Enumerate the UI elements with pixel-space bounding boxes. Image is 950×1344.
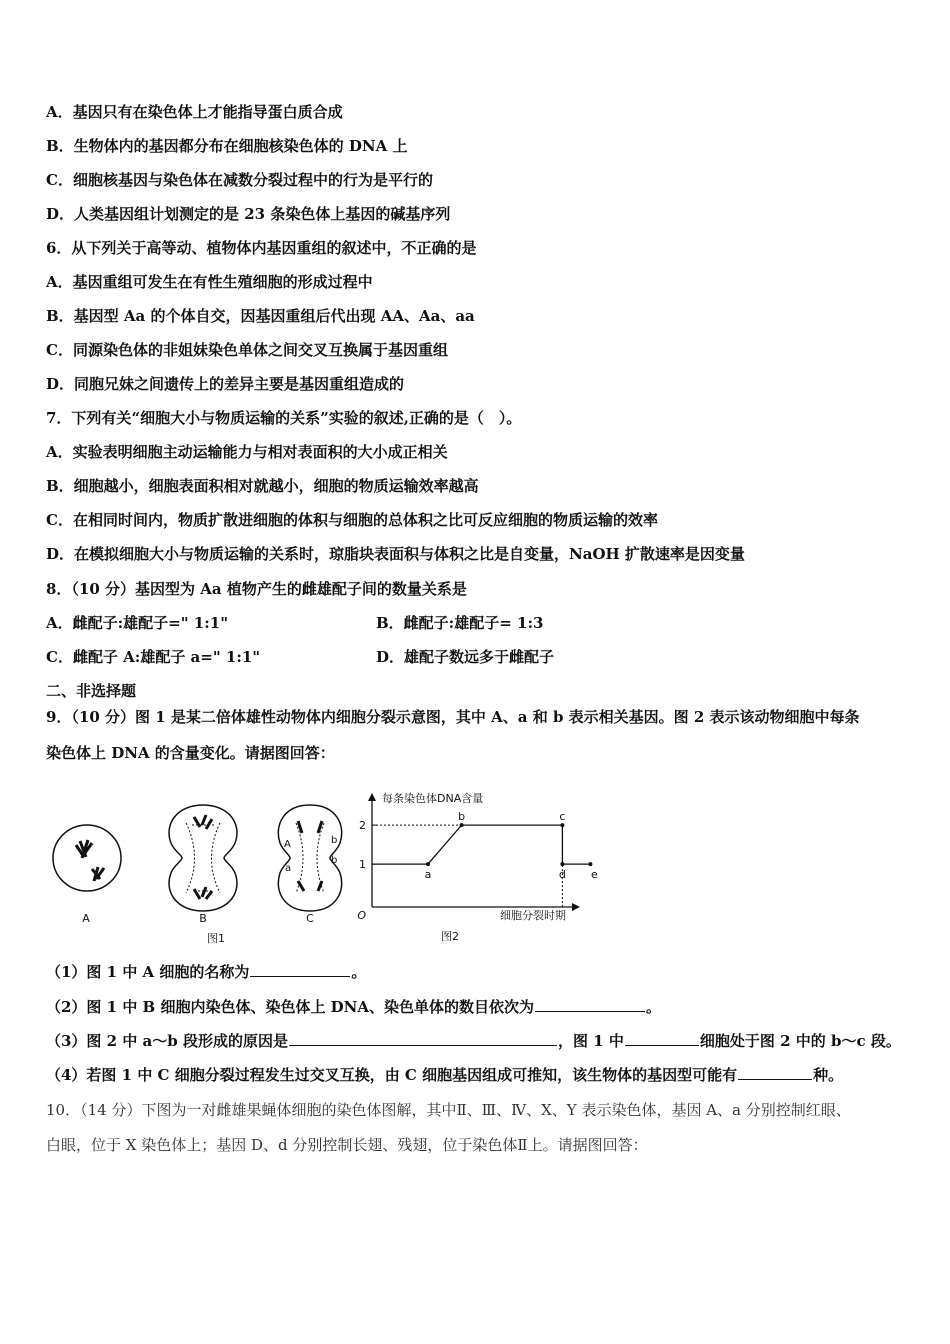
q8-stem: 8．（10 分）基因型为 Aa 植物产生的雌雄配子间的数量关系是 [46,580,467,598]
chart-title: 每条染色体DNA含量 [382,792,484,805]
q9-sub4-blank[interactable] [738,1064,812,1080]
point-a [426,862,430,866]
y-tick-label-2: 2 [359,819,366,833]
q5-option-d: D．人类基因组计划测定的是 23 条染色体上基因的碱基序列 [46,205,451,223]
gene-label-b-top: b [331,835,338,846]
section-title: 二、非选择题 [46,682,137,700]
q9-sub2-blank[interactable] [535,996,645,1012]
q7-option-b: B．细胞越小，细胞表面积相对就越小，细胞的物质运输效率越高 [46,477,479,495]
cell-b-diagram [169,805,237,911]
q9-stem-line2: 染色体上 DNA 的含量变化。请据图回答： [46,744,335,762]
point-d [560,862,564,866]
q9-sub4 [46,1064,843,1085]
q9-sub1 [46,961,366,982]
gene-label-b-bottom: b [331,855,338,866]
q9-sub2-end: 。 [646,998,662,1016]
point-label-d: d [558,868,566,882]
q5-option-b: B．生物体内的基因都分布在细胞核染色体的 DNA 上 [46,137,408,155]
q6-option-b: B．基因型 Aa 的个体自交，因基因重组后代出现 AA、Aa、aa [46,307,475,325]
point-label-e: e [591,868,598,882]
figure2-chart [357,791,598,922]
x-axis-arrow [572,903,580,911]
gene-label-a: a [285,863,292,874]
q8-option-b: B．雌配子:雄配子= 1:3 [376,614,544,632]
q6-stem: 6．从下列关于高等动、植物体内基因重组的叙述中，不正确的是 [46,239,477,257]
y-tick-label-1: 1 [359,858,366,872]
q9-sub3-text: （3）图 2 中 a～b 段形成的原因是 [46,1032,288,1050]
q7-option-c: C．在相同时间内，物质扩散进细胞的体积与细胞的总体积之比可反应细胞的物质运输的效率 [46,511,658,529]
q9-figures [46,785,606,950]
figure2-caption: 图2 [441,930,459,943]
q9-sub1-end: 。 [351,963,367,981]
dna-content-line [372,825,590,864]
q7-option-a: A．实验表明细胞主动运输能力与相对表面积的大小成正相关 [46,443,448,461]
q10-line2: 白眼，位于 X 染色体上；基因 D、d 分别控制长翅、残翅，位于染色体Ⅱ上。请据图回答： [46,1136,648,1154]
cell-label-b: B [199,912,207,925]
q9-sub4-text: （4）若图 1 中 C 细胞分裂过程发生过交叉互换，由 C 细胞基因组成可推知，该生物体的基因型可能有 [46,1066,738,1084]
q8-option-d: D．雄配子数远多于雌配子 [376,648,555,666]
cell-a-diagram [53,825,121,891]
q5-option-c: C．细胞核基因与染色体在减数分裂过程中的行为是平行的 [46,171,433,189]
q9-sub2-text: （2）图 1 中 B 细胞内染色体、染色体上 DNA、染色单体的数目依次为 [46,998,535,1016]
q10-line1: 10．（14 分）下图为一对雌雄果蝇体细胞的染色体图解，其中Ⅱ、Ⅲ、Ⅳ、X、Y 表示染色体，基因 A、a 分别控制红眼、 [46,1101,851,1119]
origin-label: O [357,909,366,922]
q7-stem: 7．下列有关“细胞大小与物质运输的关系”实验的叙述,正确的是（ ）。 [46,409,522,427]
q8-option-c: C．雌配子 A:雄配子 a=" 1:1" [46,648,261,666]
q9-sub1-text: （1）图 1 中 A 细胞的名称为 [46,963,250,981]
q9-sub4-end: 种。 [813,1066,844,1084]
point-label-c: c [559,810,566,824]
q8-option-a: A．雌配子:雄配子=" 1:1" [46,614,229,632]
q6-option-c: C．同源染色体的非姐妹染色单体之间交叉互换属于基因重组 [46,341,448,359]
point-b [460,823,464,827]
cell-label-c: C [306,912,314,925]
y-axis-arrow [368,793,376,801]
point-label-b: b [458,810,466,824]
q9-sub1-blank[interactable] [250,961,350,977]
q9-sub3-blank1[interactable] [289,1030,557,1046]
point-c [560,823,564,827]
q6-option-d: D．同胞兄妹之间遗传上的差异主要是基因重组造成的 [46,375,405,393]
x-axis-label: 细胞分裂时期 [500,909,566,922]
q5-option-a: A．基因只有在染色体上才能指导蛋白质合成 [46,103,343,121]
q9-sub3 [46,1030,901,1051]
cell-label-a: A [82,912,90,925]
q9-sub3-blank2[interactable] [625,1030,699,1046]
q7-option-d: D．在模拟细胞大小与物质运输的关系时，琼脂块表面积与体积之比是自变量，NaOH 扩散速率是因变量 [46,545,745,563]
q9-sub2 [46,996,661,1017]
q9-stem-line1: 9．（10 分）图 1 是某二倍体雄性动物体内细胞分裂示意图，其中 A、a 和 b 表示相关基因。图 2 表示该动物细胞中每条 [46,708,860,726]
figure1-caption: 图1 [207,932,225,945]
point-label-a: a [424,868,432,882]
point-e [588,862,592,866]
q9-sub3-end: 细胞处于图 2 中的 b～c 段。 [699,1032,901,1050]
q6-option-a: A．基因重组可发生在有性生殖细胞的形成过程中 [46,273,373,291]
gene-label-A: A [284,839,291,850]
q9-sub3-mid: ，图 1 中 [557,1032,624,1050]
